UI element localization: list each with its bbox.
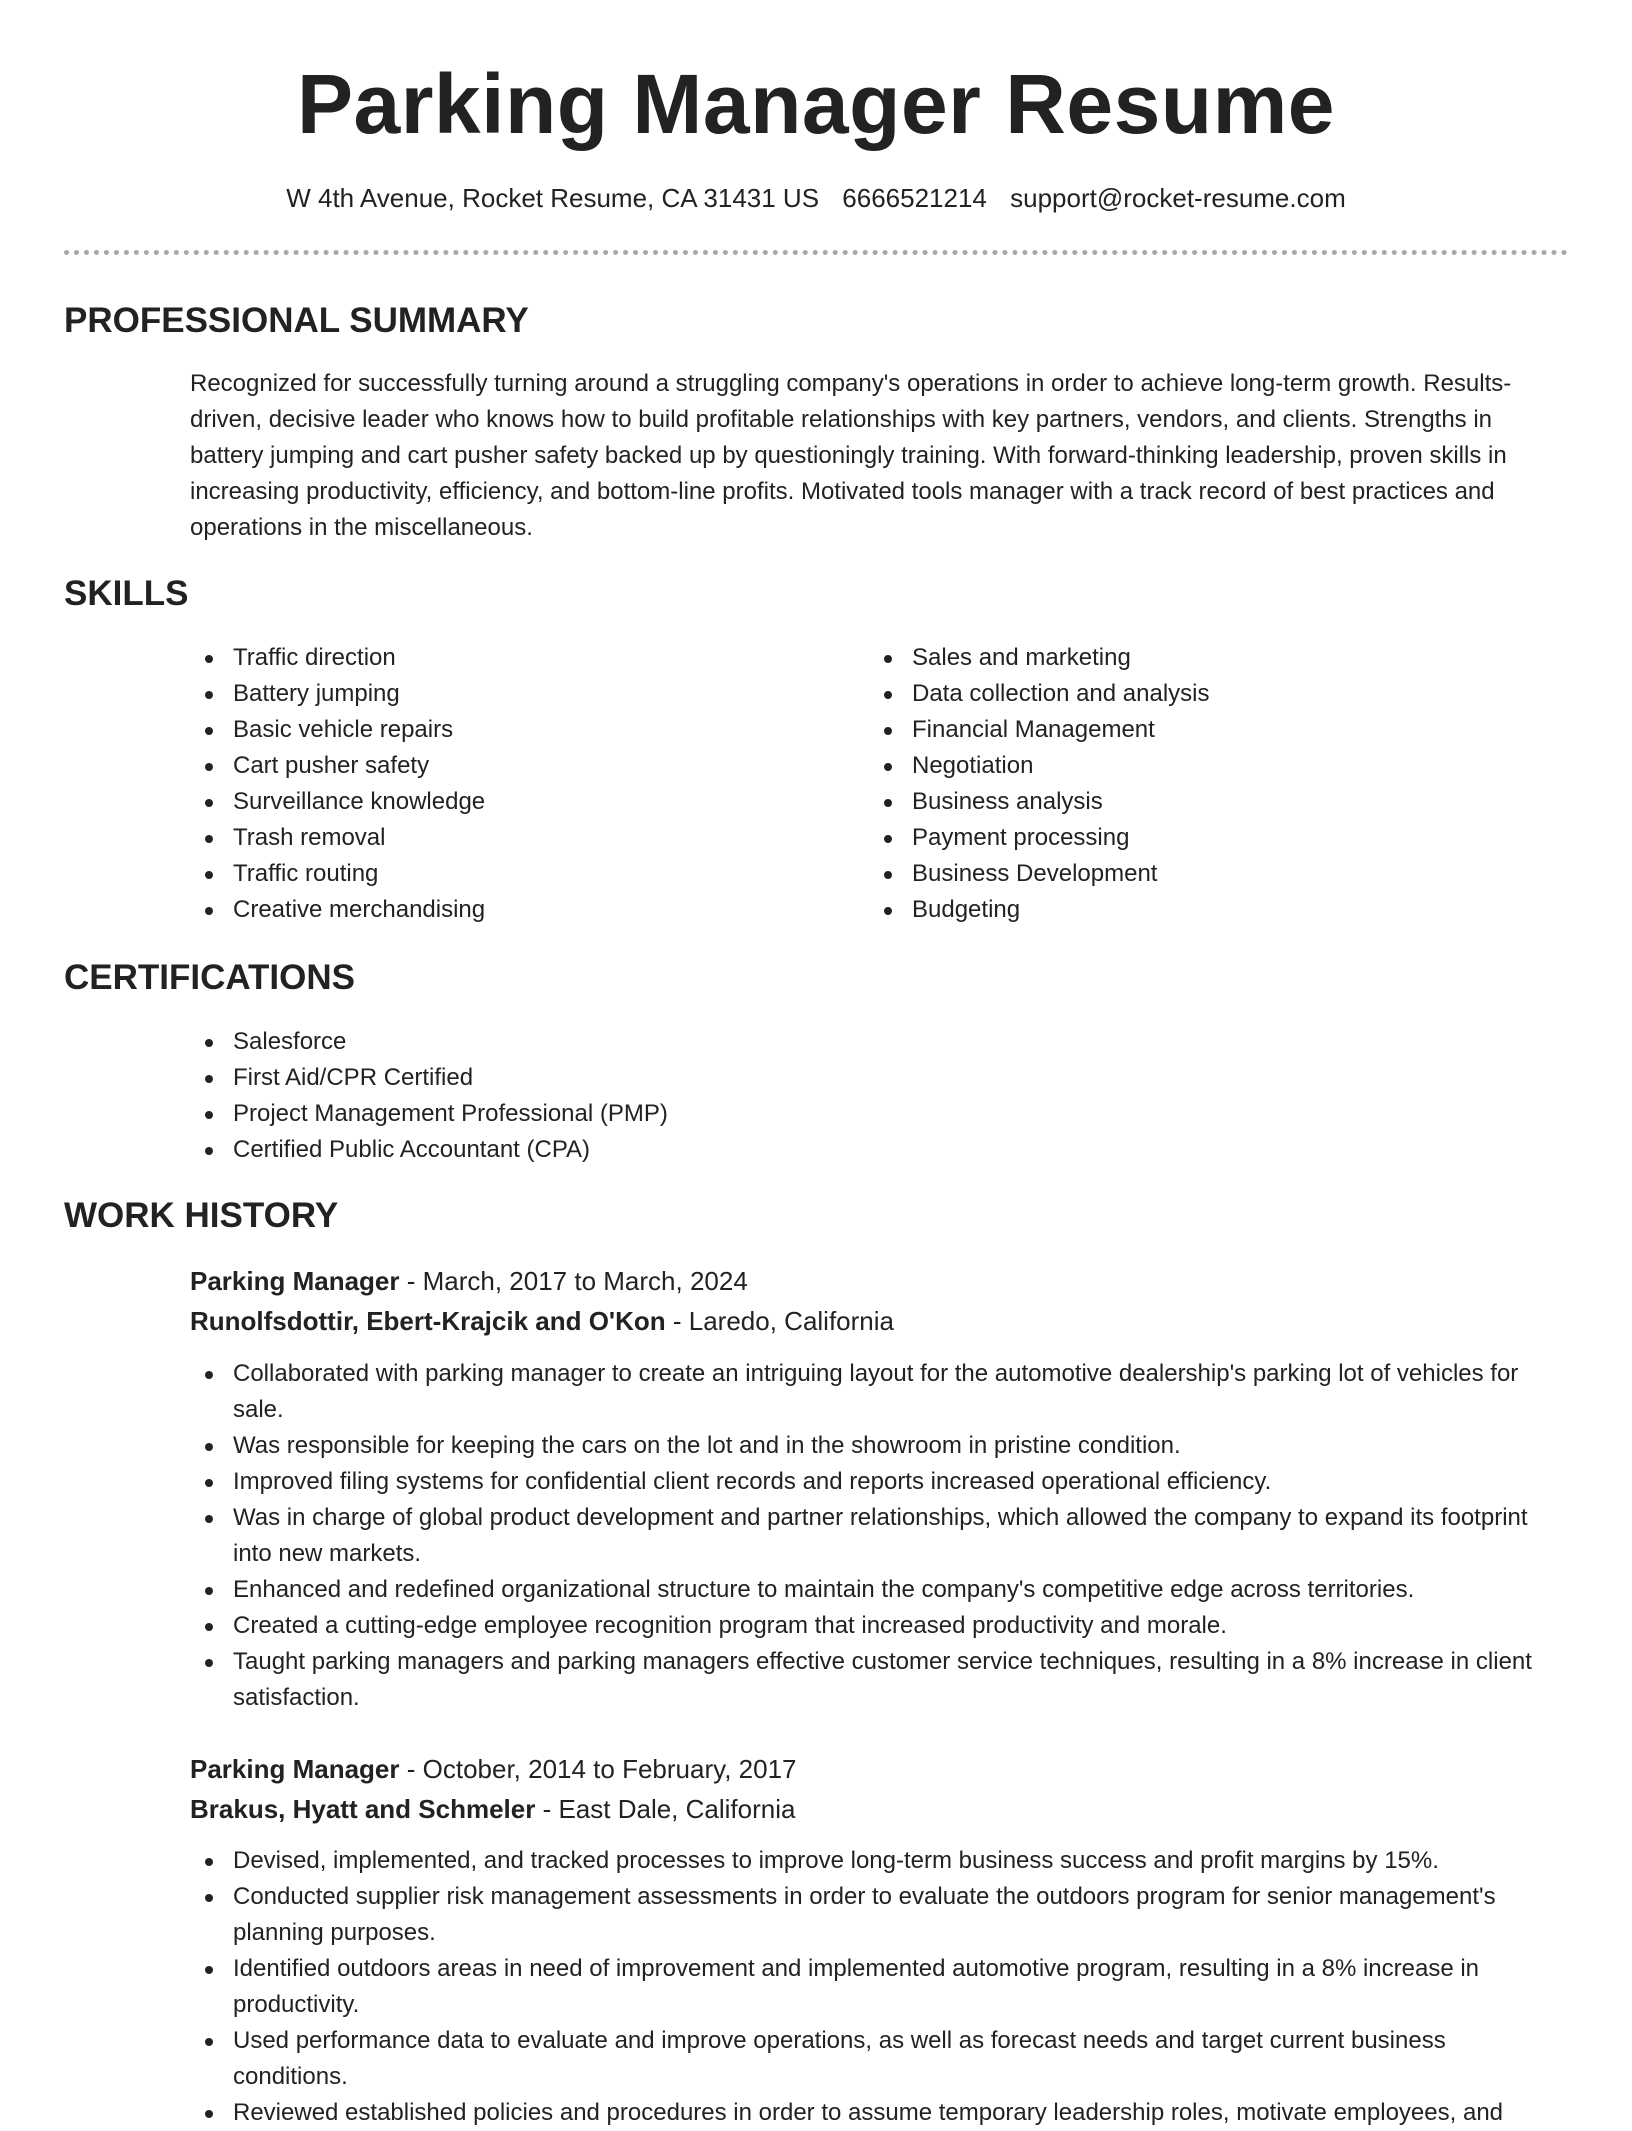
- skills-list-right: [869, 640, 1529, 928]
- skill-item: Negotiation: [869, 748, 1529, 784]
- skill-item: Data collection and analysis: [869, 676, 1529, 712]
- skills-list-left: [190, 640, 790, 928]
- certification-item: Salesforce: [190, 1024, 1090, 1060]
- job-bullet: Was in charge of global product development and partner relationships, which allowed the company to expand its footprint into new markets.: [190, 1500, 1550, 1572]
- contact-line: [0, 180, 1632, 216]
- job-company-line: [190, 1789, 795, 1829]
- job-bullets: [190, 1843, 1550, 2131]
- job-title-line: [190, 1261, 748, 1301]
- summary-text: Recognized for successfully turning around a struggling company's operations in order to achieve long-term growth. Results-driven, decisive leader who knows how to build profitable relationships with key partners, vendors, and clients. Strengths in battery jumping and cart pusher safety backed up by questioningly training. With forward-thinking leadership, proven skills in increasing productivity, efficiency, and bottom-line profits. Motivated tools manager with a track record of best practices and operations in the miscellaneous.: [190, 370, 1512, 541]
- skill-item: Budgeting: [869, 892, 1529, 928]
- job-dates: - October, 2014 to February, 2017: [399, 1754, 797, 1784]
- work-history-heading: WORK HISTORY: [64, 1196, 339, 1235]
- job-title-line: [190, 1749, 797, 1789]
- skill-item: Traffic direction: [190, 640, 790, 676]
- certification-item: Certified Public Accountant (CPA): [190, 1132, 1090, 1168]
- certifications-heading: CERTIFICATIONS: [64, 958, 356, 997]
- job-bullet: Improved filing systems for confidential client records and reports increased operational efficiency.: [190, 1464, 1550, 1500]
- skill-item: Financial Management: [869, 712, 1529, 748]
- job-bullet: Taught parking managers and parking managers effective customer service techniques, resulting in a 8% increase in client satisfaction.: [190, 1644, 1550, 1716]
- job-bullets: [190, 1356, 1550, 1716]
- job-bullet: Reviewed established policies and procedures in order to assume temporary leadership roles, motivate employees, and: [190, 2095, 1550, 2131]
- skill-item: Traffic routing: [190, 856, 790, 892]
- certification-item: Project Management Professional (PMP): [190, 1096, 1090, 1132]
- job-location: - Laredo, California: [665, 1306, 894, 1336]
- job-bullet: Conducted supplier risk management assessments in order to evaluate the outdoors program for senior management's planning purposes.: [190, 1879, 1550, 1951]
- job-role: Parking Manager: [190, 1754, 400, 1784]
- contact-phone: 6666521214: [842, 183, 987, 213]
- skill-item: Business analysis: [869, 784, 1529, 820]
- job-role: Parking Manager: [190, 1266, 400, 1296]
- job-bullet: Created a cutting-edge employee recognition program that increased productivity and morale.: [190, 1608, 1550, 1644]
- skill-item: Creative merchandising: [190, 892, 790, 928]
- skill-item: Battery jumping: [190, 676, 790, 712]
- job-bullet: Enhanced and redefined organizational structure to maintain the company's competitive edge across territories.: [190, 1572, 1550, 1608]
- header-divider: [64, 250, 1568, 255]
- skills-heading: SKILLS: [64, 574, 189, 613]
- certifications-list: [190, 1024, 1090, 1168]
- job-location: - East Dale, California: [535, 1794, 796, 1824]
- skill-item: Cart pusher safety: [190, 748, 790, 784]
- skill-item: Business Development: [869, 856, 1529, 892]
- contact-address: W 4th Avenue, Rocket Resume, CA 31431 US: [286, 183, 820, 213]
- skill-item: Trash removal: [190, 820, 790, 856]
- job-dates: - March, 2017 to March, 2024: [399, 1266, 748, 1296]
- job-bullet: Identified outdoors areas in need of improvement and implemented automotive program, resulting in a 8% increase in productivity.: [190, 1951, 1550, 2023]
- resume-title: Parking Manager Resume: [296, 57, 1336, 151]
- contact-email: support@rocket-resume.com: [1010, 183, 1346, 213]
- skill-item: Payment processing: [869, 820, 1529, 856]
- skill-item: Sales and marketing: [869, 640, 1529, 676]
- job-bullet: Was responsible for keeping the cars on the lot and in the showroom in pristine condition.: [190, 1428, 1550, 1464]
- summary-heading: PROFESSIONAL SUMMARY: [64, 301, 529, 340]
- job-company: Brakus, Hyatt and Schmeler: [190, 1794, 536, 1824]
- job-company: Runolfsdottir, Ebert-Krajcik and O'Kon: [190, 1306, 666, 1336]
- certification-item: First Aid/CPR Certified: [190, 1060, 1090, 1096]
- job-bullet: Used performance data to evaluate and improve operations, as well as forecast needs and target current business conditions.: [190, 2023, 1550, 2095]
- skill-item: Surveillance knowledge: [190, 784, 790, 820]
- job-bullet: Collaborated with parking manager to create an intriguing layout for the automotive dealership's parking lot of vehicles for sale.: [190, 1356, 1550, 1428]
- skill-item: Basic vehicle repairs: [190, 712, 790, 748]
- job-bullet: Devised, implemented, and tracked processes to improve long-term business success and profit margins by 15%.: [190, 1843, 1550, 1879]
- job-company-line: [190, 1301, 894, 1341]
